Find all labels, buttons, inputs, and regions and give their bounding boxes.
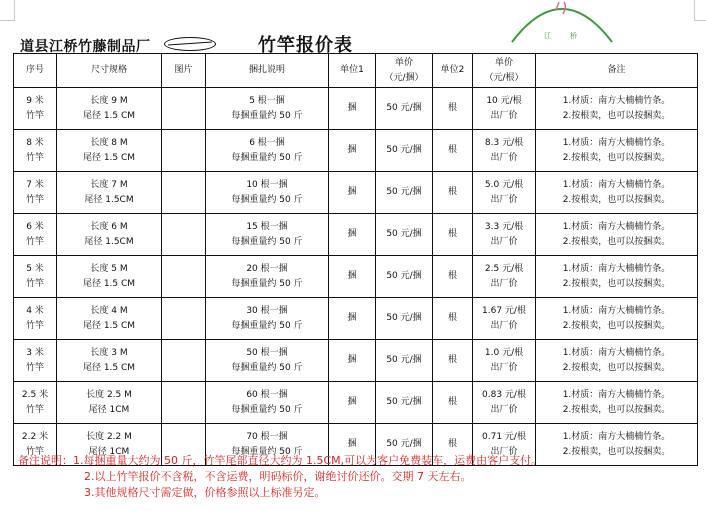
cell-unit1: 捆 bbox=[329, 424, 376, 466]
cell-unit2: 根 bbox=[433, 88, 473, 130]
cell-unit1: 捆 bbox=[329, 214, 376, 256]
cell-unit1: 捆 bbox=[329, 256, 376, 298]
table-row bbox=[14, 382, 698, 424]
redaction-oval bbox=[164, 37, 216, 51]
cell-no: 7 米 竹竿 bbox=[14, 172, 57, 214]
cell-bundle: 15 根一捆 每捆重量约 50 斤 bbox=[206, 214, 329, 256]
cell-remarks: 1.材质：南方大楠楠竹条。 2.按根卖，也可以按捆卖。 bbox=[536, 382, 698, 424]
cell-price-per-bundle: 50 元/捆 bbox=[376, 298, 433, 340]
page-margin-guide-right bbox=[694, 0, 695, 21]
cell-unit2: 根 bbox=[433, 298, 473, 340]
cell-price-per-pole: 0.71 元/根 出厂价 bbox=[473, 424, 536, 466]
cell-unit1: 捆 bbox=[329, 382, 376, 424]
table-row bbox=[14, 88, 698, 130]
cell-remarks: 1.材质：南方大楠楠竹条。 2.按根卖，也可以按捆卖。 bbox=[536, 88, 698, 130]
cell-remarks: 1.材质：南方大楠楠竹条。 2.按根卖，也可以按捆卖。 bbox=[536, 424, 698, 466]
cell-unit1: 捆 bbox=[329, 298, 376, 340]
cell-price-per-pole: 1.0 元/根 出厂价 bbox=[473, 340, 536, 382]
cell-price-per-pole: 0.83 元/根 出厂价 bbox=[473, 382, 536, 424]
cell-bundle: 10 根一捆 每捆重量约 50 斤 bbox=[206, 172, 329, 214]
cell-bundle: 50 根一捆 每捆重量约 50 斤 bbox=[206, 340, 329, 382]
header-unit2: 单位2 bbox=[433, 54, 473, 88]
cell-no: 6 米 竹竿 bbox=[14, 214, 57, 256]
cell-remarks: 1.材质：南方大楠楠竹条。 2.按根卖，也可以按捆卖。 bbox=[536, 130, 698, 172]
cell-price-per-bundle: 50 元/捆 bbox=[376, 424, 433, 466]
cell-remarks: 1.材质：南方大楠楠竹条。 2.按根卖，也可以按捆卖。 bbox=[536, 172, 698, 214]
cell-price-per-bundle: 50 元/捆 bbox=[376, 214, 433, 256]
price-table bbox=[13, 53, 698, 466]
cell-size: 长度 7 M 尾径 1.5CM bbox=[57, 172, 162, 214]
cell-size: 长度 2.5 M 尾径 1CM bbox=[57, 382, 162, 424]
table-row bbox=[14, 130, 698, 172]
table-row bbox=[14, 298, 698, 340]
table-row bbox=[14, 256, 698, 298]
cell-unit2: 根 bbox=[433, 340, 473, 382]
cell-price-per-bundle: 50 元/捆 bbox=[376, 172, 433, 214]
cell-no: 9 米 竹竿 bbox=[14, 88, 57, 130]
cell-size: 长度 5 M 尾径 1.5 CM bbox=[57, 256, 162, 298]
header-unit1: 单位1 bbox=[329, 54, 376, 88]
cell-unit1: 捆 bbox=[329, 340, 376, 382]
header-remarks: 备注 bbox=[536, 54, 698, 88]
cell-no: 8 米 竹竿 bbox=[14, 130, 57, 172]
header-no: 序号 bbox=[14, 54, 57, 88]
cell-bundle: 20 根一捆 每捆重量约 50 斤 bbox=[206, 256, 329, 298]
cell-no: 2.2 米 竹竿 bbox=[14, 424, 57, 466]
company-name: 道县江桥竹藤制品厂 bbox=[20, 39, 151, 55]
header-price-per-bundle: 单价 （元/捆） bbox=[376, 54, 433, 88]
seal-char-1: 江 bbox=[544, 32, 551, 40]
cell-size: 长度 8 M 尾径 1.5 CM bbox=[57, 130, 162, 172]
footer-notes bbox=[18, 453, 542, 501]
header-bundle: 捆扎说明 bbox=[206, 54, 329, 88]
table-header-row bbox=[14, 54, 698, 88]
cell-bundle: 6 根一捆 每捆重量约 50 斤 bbox=[206, 130, 329, 172]
cell-price-per-pole: 3.3 元/根 出厂价 bbox=[473, 214, 536, 256]
header-size: 尺寸规格 bbox=[57, 54, 162, 88]
cell-photo bbox=[162, 214, 206, 256]
cell-remarks: 1.材质：南方大楠楠竹条。 2.按根卖，也可以按捆卖。 bbox=[536, 340, 698, 382]
cell-unit2: 根 bbox=[433, 214, 473, 256]
footer-note-1: 备注说明：1.每捆重量大约为 50 斤，竹竿尾部直径大约为 1.5CM,可以为客户免费装车，运费由客户支付。 bbox=[18, 454, 543, 467]
cell-remarks: 1.材质：南方大楠楠竹条。 2.按根卖，也可以按捆卖。 bbox=[536, 256, 698, 298]
cell-bundle: 60 根一捆 每捆重量约 50 斤 bbox=[206, 382, 329, 424]
cell-price-per-bundle: 50 元/捆 bbox=[376, 382, 433, 424]
cell-price-per-pole: 5.0 元/根 出厂价 bbox=[473, 172, 536, 214]
cell-no: 4 米 竹竿 bbox=[14, 298, 57, 340]
cell-no: 3 米 竹竿 bbox=[14, 340, 57, 382]
footer-note-3: 3.其他规格尺寸需定做，价格参照以上标准另定。 bbox=[84, 486, 326, 499]
header-photo: 图片 bbox=[162, 54, 206, 88]
cell-price-per-pole: 10 元/根 出厂价 bbox=[473, 88, 536, 130]
cell-price-per-pole: 2.5 元/根 出厂价 bbox=[473, 256, 536, 298]
cell-size: 长度 4 M 尾径 1.5 CM bbox=[57, 298, 162, 340]
footer-label: 备注说明： bbox=[18, 454, 73, 467]
cell-photo bbox=[162, 256, 206, 298]
cell-photo bbox=[162, 172, 206, 214]
cell-price-per-bundle: 50 元/捆 bbox=[376, 340, 433, 382]
cell-price-per-bundle: 50 元/捆 bbox=[376, 256, 433, 298]
cell-size: 长度 6 M 尾径 1.5CM bbox=[57, 214, 162, 256]
cell-unit2: 根 bbox=[433, 424, 473, 466]
cell-unit2: 根 bbox=[433, 172, 473, 214]
page-margin-guide-right-top bbox=[694, 20, 706, 21]
cell-price-per-bundle: 50 元/捆 bbox=[376, 130, 433, 172]
cell-photo bbox=[162, 88, 206, 130]
cell-size: 长度 3 M 尾径 1.5 CM bbox=[57, 340, 162, 382]
table-row bbox=[14, 340, 698, 382]
seal-char-2: 桥 bbox=[570, 32, 577, 40]
cell-bundle: 70 根一捆 每捆重量约 50 斤 bbox=[206, 424, 329, 466]
cell-bundle: 30 根一捆 每捆重量约 50 斤 bbox=[206, 298, 329, 340]
cell-unit1: 捆 bbox=[329, 172, 376, 214]
cell-unit2: 根 bbox=[433, 130, 473, 172]
cell-price-per-pole: 1.67 元/根 出厂价 bbox=[473, 298, 536, 340]
page-margin-guide-left bbox=[14, 0, 15, 21]
cell-photo bbox=[162, 340, 206, 382]
cell-size: 长度 2.2 M 尾径 1CM bbox=[57, 424, 162, 466]
footer-note-2: 2.以上竹竿报价不含税，不含运费，明码标价，谢绝讨价还价。交期 7 天左右。 bbox=[84, 470, 472, 483]
cell-remarks: 1.材质：南方大楠楠竹条。 2.按根卖，也可以按捆卖。 bbox=[536, 214, 698, 256]
cell-unit1: 捆 bbox=[329, 88, 376, 130]
cell-photo bbox=[162, 382, 206, 424]
page-margin-guide-top bbox=[0, 20, 14, 21]
cell-photo bbox=[162, 130, 206, 172]
cell-size: 长度 9 M 尾径 1.5 CM bbox=[57, 88, 162, 130]
table-row bbox=[14, 172, 698, 214]
cell-no: 2.5 米 竹竿 bbox=[14, 382, 57, 424]
header-price-per-pole: 单价 （元/根） bbox=[473, 54, 536, 88]
company-seal-stamp bbox=[506, 0, 618, 48]
cell-price-per-bundle: 50 元/捆 bbox=[376, 88, 433, 130]
table-row bbox=[14, 214, 698, 256]
cell-no: 5 米 竹竿 bbox=[14, 256, 57, 298]
cell-bundle: 5 根一捆 每捆重量约 50 斤 bbox=[206, 88, 329, 130]
page-title: 竹竿报价表 bbox=[258, 35, 353, 56]
cell-photo bbox=[162, 298, 206, 340]
cell-remarks: 1.材质：南方大楠楠竹条。 2.按根卖，也可以按捆卖。 bbox=[536, 298, 698, 340]
cell-unit2: 根 bbox=[433, 382, 473, 424]
cell-unit2: 根 bbox=[433, 256, 473, 298]
cell-price-per-pole: 8.3 元/根 出厂价 bbox=[473, 130, 536, 172]
cell-unit1: 捆 bbox=[329, 130, 376, 172]
